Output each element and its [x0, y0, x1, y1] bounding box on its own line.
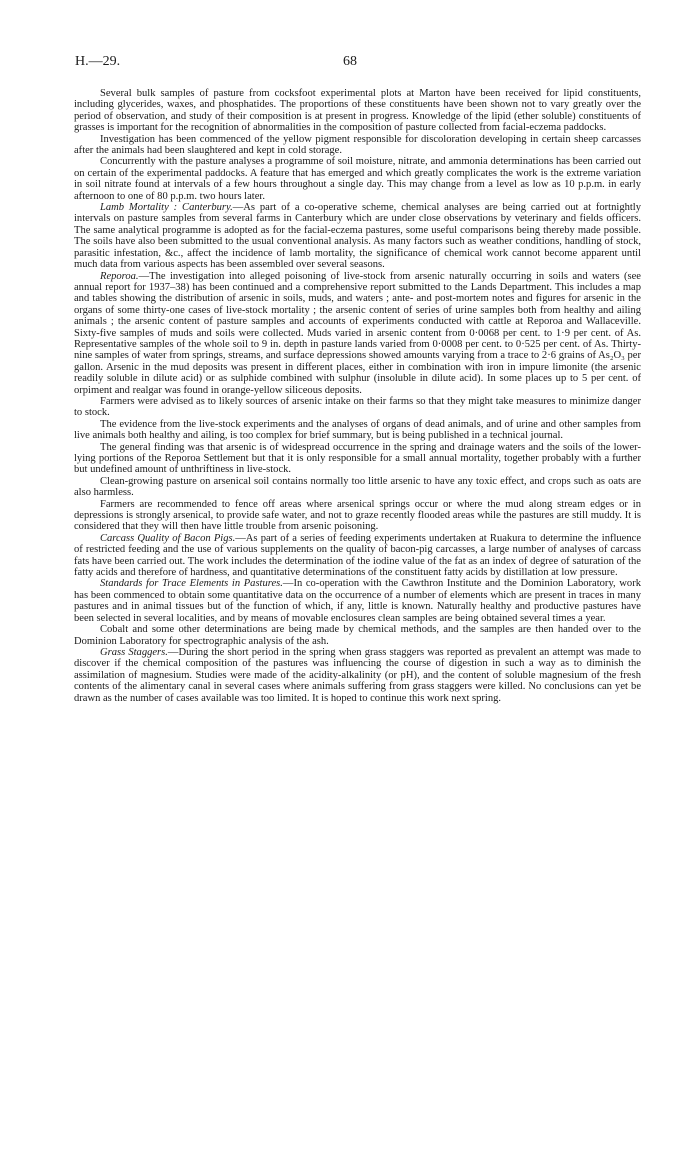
paragraph — [74, 647, 641, 704]
section-heading: Reporoa. — [100, 270, 139, 282]
paragraph — [74, 202, 641, 270]
paragraph — [74, 533, 641, 579]
paragraph-text: —In co-operation with the Cawthron Institute and the Dominion Laboratory, work has been commenced to obtain some quantitative data on the occurrence of a number of elements which are present in traces in many pastures and in animal tissues but of the function of which, if any, little is known. Naturally healthy and productive pastures have been selected in several localities, and by means of movable enclosures clean samples are being obtained several times a year. — [74, 578, 641, 624]
paragraph — [74, 134, 641, 157]
section-heading: Standards for Trace Elements in Pastures. — [100, 578, 283, 590]
paragraph-text: —As part of a co-operative scheme, chemical analyses are being carried out at fortnightly intervals on pasture samples from several farms in Canterbury which are under close observations by veterinary and fields officers. The same analytical programme is adopted as for the facial-eczema pastures, some useful comparisons being thereby made possible. The soils have also been submitted to the usual conventional analysis. As many factors such as weather conditions, handling of stock, parasitic infestation, &c., affect the incidence of lamb mortality, the significance of chemical work cannot become apparent until much data from various aspects has been assembled over several seasons. — [74, 202, 641, 271]
page-number: 68 — [343, 54, 357, 69]
paragraph — [74, 419, 641, 442]
paragraph — [74, 578, 641, 624]
paragraph-text: —As part of a series of feeding experiments undertaken at Ruakura to determine the influence of restricted feeding and the use of various supplements on the quality of bacon-pig carcasses, a large number of analyses of carcass fats have been carried out. The work includes the determination of the iodine value of the fat as an index of degree of saturation of the fatty acids and therefore of hardness, and quantitative determinations of the constituent fatty acids by distillation at low pressure. — [74, 532, 642, 579]
paragraph — [74, 88, 641, 134]
paragraph-text: Several bulk samples of pasture from cocksfoot experimental plots at Marton have been received for lipid constituents, including glycerides, waxes, and phosphatides. The proportions of these constituents have been shown not to vary greatly over the period of observation, and study of their composition is at present in progress. Knowledge of the lipid (ether soluble) constituents of grasses is important for the recognition of abnormalities in the composition of pasture collected from facial-eczema paddocks. — [74, 88, 641, 134]
paragraph — [74, 156, 641, 202]
paragraph — [74, 396, 641, 419]
paragraph — [74, 271, 641, 396]
paragraph — [74, 499, 641, 533]
paragraph-text: Clean-growing pasture on arsenical soil contains normally too little arsenic to have any toxic effect, and crops such as oats are also harmless. — [74, 475, 641, 499]
paragraph-text: Investigation has been commenced of the yellow pigment responsible for discoloration developing in certain sheep carcasses after the animals had been slaughtered and kept in cold storage. — [74, 133, 641, 157]
section-heading: Carcass Quality of Bacon Pigs. — [100, 532, 236, 544]
paragraph-text: Concurrently with the pasture analyses a programme of soil moisture, nitrate, and ammonia determinations has been carried out on certain of the experimental paddocks. A feature that has emerged and which greatly complicates the work is the extreme variation in soil nitrate found at intervals of a few hours throughout a single day. This may change from a level as low as 10 p.p.m. in early afternoon to one of 80 p.p.m. two hours later. — [74, 156, 641, 202]
paragraph — [74, 442, 641, 476]
section-heading: Lamb Mortality : Canterbury. — [100, 202, 233, 214]
paragraph — [74, 624, 641, 647]
report-reference: H.—29. — [75, 54, 121, 69]
paragraph-text: Cobalt and some other determinations are being made by chemical methods, and the samples are then handed over to the Dominion Laboratory for spectrographic analysis of the ash. — [74, 624, 641, 647]
paragraph-text: —The investigation into alleged poisoning of live-stock from arsenic naturally occurring in soils and waters (see annual report for 1937–38) has been continued and a comprehensive report submitted to the Lands Department. This includes a map and tables showing the distribution of arsenic in soils, muds, and waters ; ante- and post-mortem notes and figures for arsenic in the organs of some thirty-one cases of live-stock mortality ; the arsenic content of series of urine samples both from healthy and ailing animals ; the arsenic content of pasture samples and accounts of experiments conducted with cattle at Reporoa and Wallaceville. Sixty-five samples of muds and soils were collected. Muds varied in arsenic content from 0·0068 per cent. to 1·9 per cent. of As. Representative samples of the whole soil to 9 in. depth in pasture lands varied from 0·0008 per cent. to 0·525 per cent. of As. Thirty-nine samples of water from springs, streams, and surface depressions showed amounts varying from a trace to 2·6 grains of As₂O₃ per gallon. Arsenic in the mud deposits was present in different places, either in combination with iron in impure limonite (the arsenic readily soluble in dilute acid) or as sulphide combined with sulphur (insoluble in dilute acid). In some places up to 5 per cent. of orpiment and realgar was found in orange-yellow siliceous deposits. — [74, 270, 641, 396]
page-header — [75, 54, 625, 72]
paragraph — [74, 476, 641, 499]
body-text — [74, 88, 641, 704]
section-heading: Grass Staggers. — [100, 646, 168, 658]
paragraph-text: —During the short period in the spring when grass staggers was reported as prevalent an attempt was made to discover if the chemical composition of the pastures was influencing the course of digestion in such a way as to diminish the assimilation of magnesium. Studies were made of the acidity-alkalinity (or pH), and the content of soluble magnesium of the fresh contents of the alimentary canal in several cases where animals suffering from grass staggers were killed. No conclusions can yet be drawn as the number of cases available was too limited. It is hoped to continue this work next spring. — [74, 646, 641, 704]
paragraph-text: The evidence from the live-stock experiments and the analyses of organs of dead animals, and of urine and other samples from live animals both healthy and ailing, is too complex for brief summary, but is being published in a technical journal. — [74, 418, 641, 442]
paragraph-text: The general finding was that arsenic is of widespread occurrence in the spring and drainage waters and the soils of the lower-lying portions of the Reporoa Settlement but that it is only responsible for a small annual mortality, together probably with a further but undefined amount of unthriftiness in live-stock. — [74, 441, 641, 476]
paragraph-text: Farmers are recommended to fence off areas where arsenical springs occur or where the mud along stream edges or in depressions is strongly arsenical, to provide safe water, and not to graze recently flooded areas while the pastures are still muddy. It is considered that they will then have little trouble from arsenic poisoning. — [74, 498, 641, 533]
paragraph-text: Farmers were advised as to likely sources of arsenic intake on their farms so that they might take measures to minimize danger to stock. — [74, 395, 641, 419]
